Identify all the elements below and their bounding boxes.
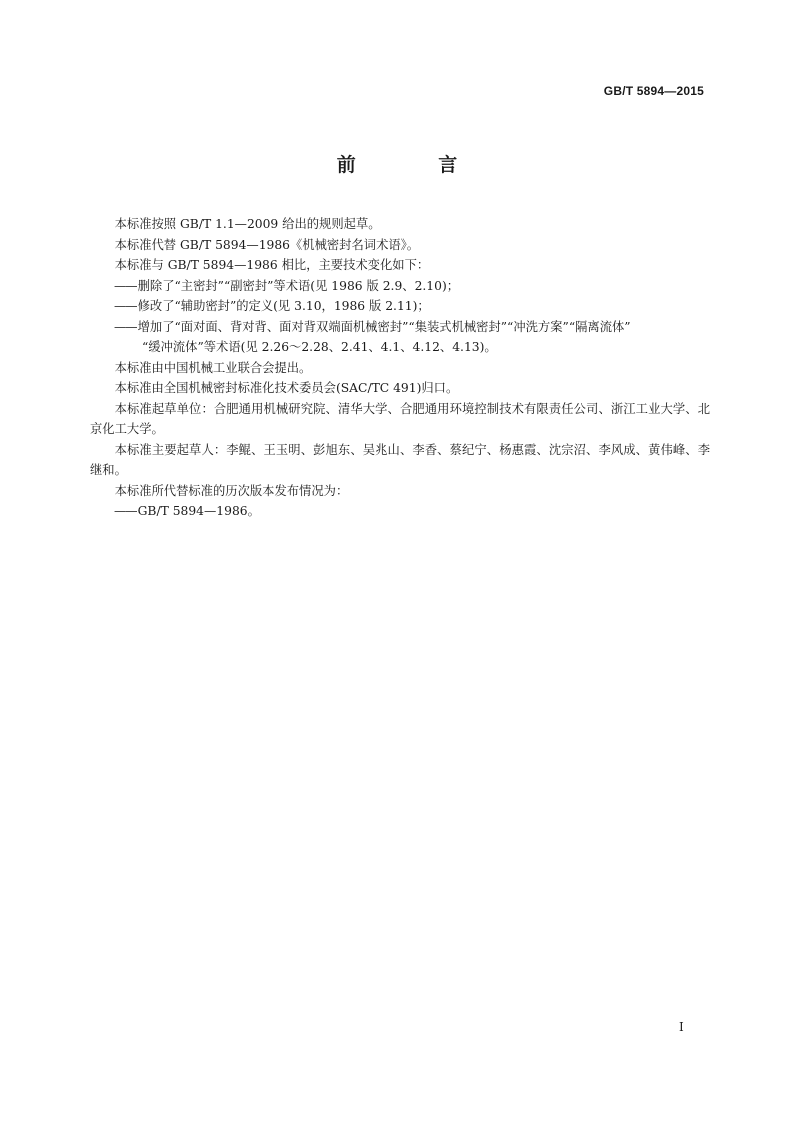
paragraph-drafting-rules: 本标准按照 GB/T 1.1—2009 给出的规则起草。: [114, 217, 381, 231]
paragraph-replaces: 本标准代替 GB/T 5894—1986《机械密封名词术语》。: [114, 237, 420, 252]
paragraph-centralized-by: 本标准由全国机械密封标准化技术委员会(SAC/TC 491)归口。: [114, 381, 459, 395]
paragraph-history-intro: 本标准所代替标准的历次版本发布情况为：: [114, 483, 349, 498]
history-item-text: GB/T 5894—1986。: [137, 504, 260, 518]
change-item-text: 删除了“主密封”“副密封”等术语(见 1986 版 2.9、2.10)；: [137, 278, 460, 293]
standard-code: GB/T 5894—2015: [603, 84, 704, 98]
paragraph-proposed-by: 本标准由中国机械工业联合会提出。: [114, 360, 312, 375]
foreword-body: [90, 214, 710, 522]
history-item-1: [90, 501, 710, 522]
paragraph-drafters: 本标准主要起草人：李鲲、王玉明、彭旭东、吴兆山、李香、蔡纪宁、杨惠霞、沈宗沼、李风成、黄伟峰、李继和。: [90, 442, 710, 477]
dash-mark: ——: [114, 504, 137, 518]
page-title: 前 言: [336, 154, 496, 176]
change-item-2: [90, 296, 710, 317]
change-item-1: [90, 276, 710, 297]
change-item-text: 增加了“面对面、背对背、面对背双端面机械密封”“集装式机械密封”“冲洗方案”“隔离流体”: [137, 319, 631, 334]
page-number: I: [679, 1020, 684, 1034]
paragraph-changes-intro: 本标准与 GB/T 5894—1986 相比，主要技术变化如下：: [114, 258, 430, 272]
dash-mark: ——: [114, 278, 137, 293]
change-item-3: [90, 317, 710, 338]
dash-mark: ——: [114, 319, 137, 334]
dash-mark: ——: [114, 299, 137, 313]
change-item-3-continued: “缓冲流体”等术语(见 2.26～2.28、2.41、4.1、4.12、4.13)。: [142, 340, 497, 354]
change-item-text: 修改了“辅助密封”的定义(见 3.10，1986 版 2.11)；: [137, 299, 430, 313]
paragraph-drafting-units: 本标准起草单位：合肥通用机械研究院、清华大学、合肥通用环境控制技术有限责任公司、浙江工业大学、北京化工大学。: [90, 401, 710, 436]
